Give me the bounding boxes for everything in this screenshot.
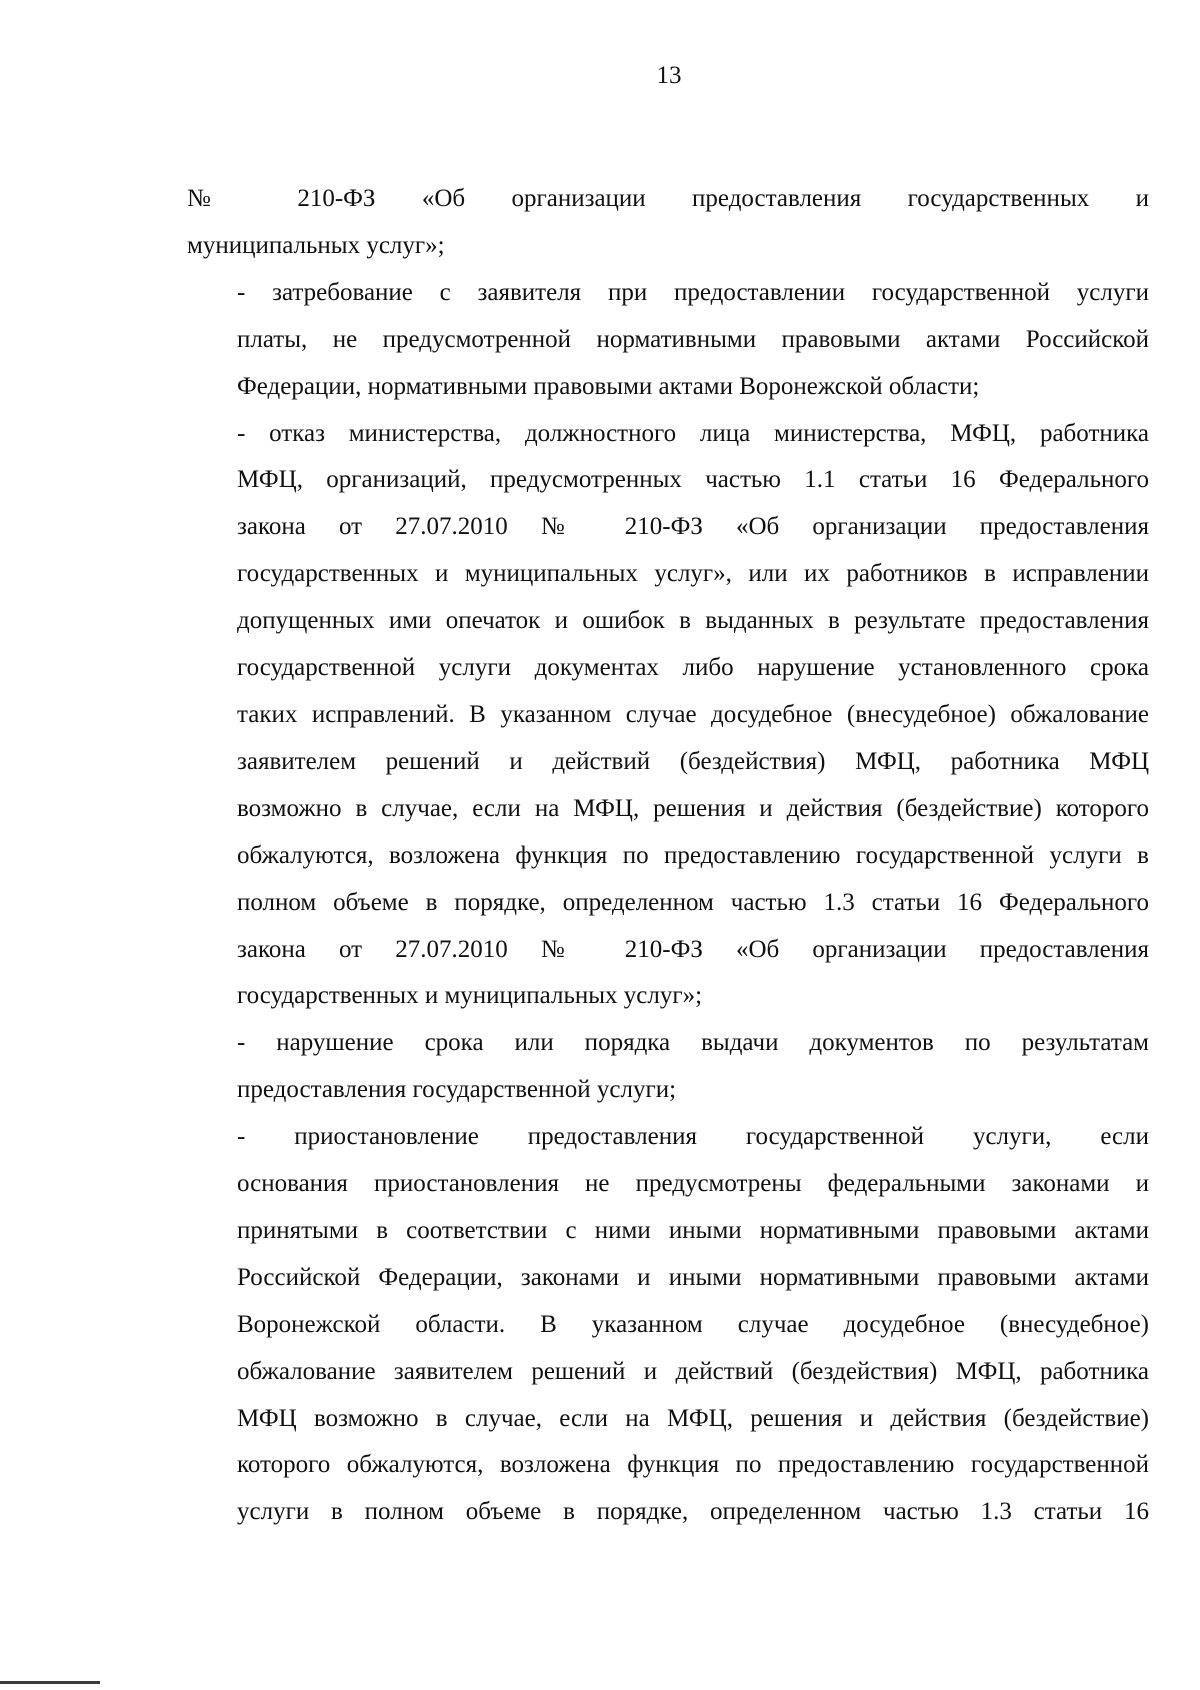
text-line: полном объеме в порядке, определенном частью 1.3 статьи 16 Федерального [237, 888, 1149, 916]
text-line: государственных и муниципальных услуг»; [237, 982, 703, 1010]
text-line: принятыми в соответствии с ними иными нормативными правовыми актами [237, 1216, 1149, 1244]
text-line: закона от 27.07.2010 № 210-ФЗ «Об организации предоставления [237, 935, 1149, 963]
text-line: обжалование заявителем решений и действий (бездействия) МФЦ, работника [237, 1357, 1149, 1385]
paragraph-issuance-violation [187, 1020, 1149, 1114]
text-line: услуги в полном объеме в порядке, определенном частью 1.3 статьи 16 [237, 1498, 1149, 1526]
text-line: - отказ министерства, должностного лица министерства, МФЦ, работника [237, 419, 1149, 447]
text-line: обжалуются, возложена функция по предоставлению государственной услуги в [237, 841, 1149, 869]
text-line: МФЦ возможно в случае, если на МФЦ, решения и действия (бездействие) [237, 1404, 1149, 1432]
text-line: допущенных ими опечаток и ошибок в выданных в результате предоставления [237, 607, 1149, 635]
text-line: - затребование с заявителя при предоставлении государственной услуги [237, 278, 1149, 306]
text-line: государственных и муниципальных услуг», или их работников в исправлении [237, 560, 1149, 588]
paragraph-suspension [187, 1114, 1149, 1536]
text-line: - приостановление предоставления государственной услуги, если [237, 1123, 1149, 1151]
text-line: государственной услуги документах либо нарушение установленного срока [237, 654, 1149, 682]
text-line: - нарушение срока или порядка выдачи документов по результатам [237, 1029, 1149, 1057]
text-line: закона от 27.07.2010 № 210-ФЗ «Об организации предоставления [237, 513, 1149, 541]
text-line: МФЦ, организаций, предусмотренных частью 1.1 статьи 16 Федерального [237, 466, 1149, 494]
paragraph-correction-refusal [187, 411, 1149, 1021]
text-line: платы, не предусмотренной нормативными правовыми актами Российской [237, 325, 1149, 353]
paragraph-fee-demand [187, 270, 1149, 411]
text-line: № 210-ФЗ «Об организации предоставления государственных и [187, 185, 1149, 212]
text-line: Воронежской области. В указанном случае досудебное (внесудебное) [237, 1310, 1149, 1338]
page-number: 13 [656, 62, 682, 89]
text-line: основания приостановления не предусмотрены федеральными законами и [237, 1170, 1149, 1198]
scan-edge-mark [0, 1681, 100, 1684]
paragraph-law-reference-tail [187, 176, 1149, 270]
text-line: предоставления государственной услуги; [237, 1076, 677, 1104]
text-line: Российской Федерации, законами и иными нормативными правовыми актами [237, 1263, 1149, 1291]
text-line: Федерации, нормативными правовыми актами Воронежской области; [237, 372, 980, 400]
text-line: таких исправлений. В указанном случае досудебное (внесудебное) обжалование [237, 700, 1149, 728]
text-line: возможно в случае, если на МФЦ, решения и действия (бездействие) которого [237, 794, 1149, 822]
document-body [187, 176, 1149, 1536]
text-line: которого обжалуются, возложена функция по предоставлению государственной [237, 1451, 1149, 1479]
text-line: заявителем решений и действий (бездействия) МФЦ, работника МФЦ [237, 747, 1149, 775]
text-line: муниципальных услуг»; [187, 231, 445, 259]
